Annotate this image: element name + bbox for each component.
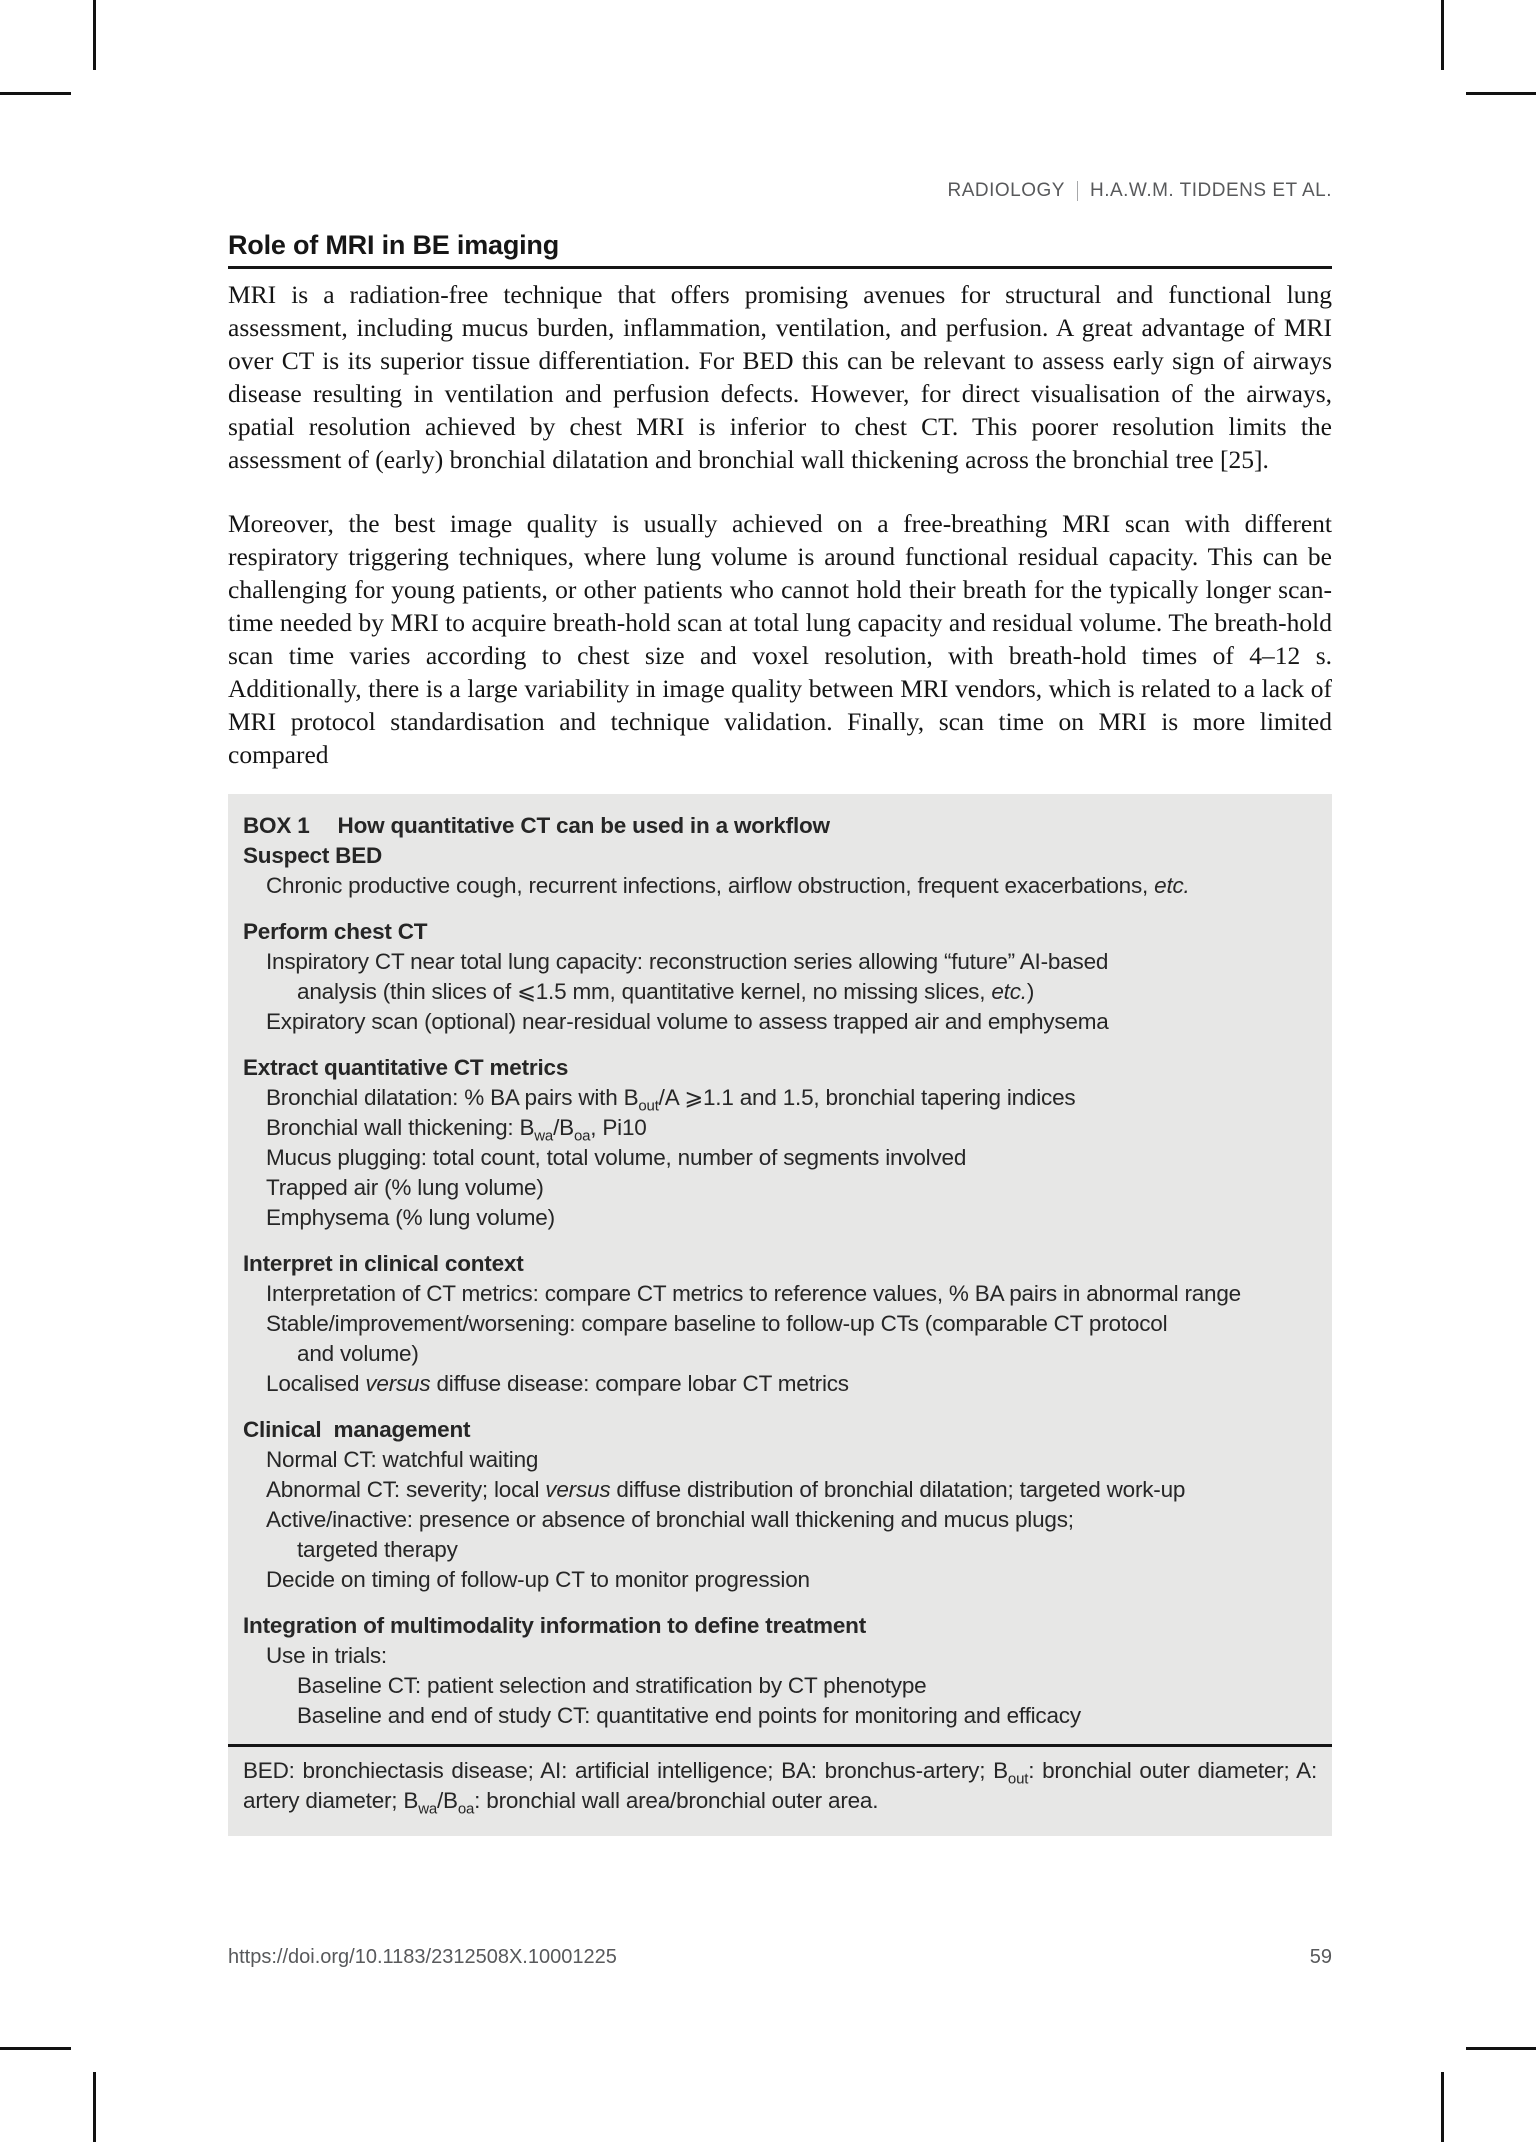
box-section-suspect-bed bbox=[243, 841, 1317, 901]
page-footer bbox=[228, 1946, 1332, 1969]
box-item: Stable/improvement/worsening: compare baseline to follow-up CTs (comparable CT protocol bbox=[266, 1311, 1168, 1336]
box-section-interpret-context bbox=[243, 1249, 1317, 1399]
crop-mark-top-right-vertical bbox=[1441, 0, 1444, 70]
box-1 bbox=[228, 794, 1332, 1836]
main-column bbox=[228, 229, 1332, 1836]
box-item-continuation: targeted therapy bbox=[297, 1537, 458, 1562]
box-item: Interpretation of CT metrics: compare CT metrics to reference values, % BA pairs in abnormal range bbox=[266, 1281, 1241, 1306]
box-item-continuation: Baseline CT: patient selection and stratification by CT phenotype bbox=[297, 1673, 927, 1698]
box-section-heading: Suspect BED bbox=[243, 843, 383, 868]
box-item: Inspiratory CT near total lung capacity: reconstruction series allowing “future” AI-based bbox=[266, 949, 1109, 974]
crop-mark-bottom-right-vertical bbox=[1441, 2072, 1444, 2142]
box-item-continuation: analysis (thin slices of ⩽1.5 mm, quantitative kernel, no missing slices, etc.) bbox=[297, 979, 1035, 1004]
crop-mark-bottom-left-vertical bbox=[93, 2072, 96, 2142]
footer-page-number: 59 bbox=[1309, 1946, 1332, 1968]
running-head-divider bbox=[1077, 181, 1078, 201]
crop-mark-bottom-right-horizontal bbox=[1466, 2047, 1536, 2050]
running-head bbox=[228, 180, 1332, 202]
running-head-journal: RADIOLOGY bbox=[947, 180, 1065, 201]
crop-mark-bottom-left-horizontal bbox=[0, 2047, 71, 2050]
crop-mark-top-left-vertical bbox=[93, 0, 96, 70]
footer-doi-link[interactable]: https://doi.org/10.1183/2312508X.10001225 bbox=[228, 1946, 617, 1968]
box-section-heading: Integration of multimodality information to define treatment bbox=[243, 1613, 867, 1638]
box-item: Chronic productive cough, recurrent infections, airflow obstruction, frequent exacerbations, etc. bbox=[266, 873, 1190, 898]
box-section-clinical-management bbox=[243, 1415, 1317, 1595]
box-section-heading: Clinical management bbox=[243, 1417, 471, 1442]
box-footnote-rule bbox=[228, 1744, 1332, 1747]
box-item: Bronchial dilatation: % BA pairs with $B_{out}/A$ ⩾1.1 and 1.5, bronchial tapering indices bbox=[266, 1085, 1076, 1115]
box-footnote: BED: bronchiectasis disease; AI: artificial intelligence; BA: bronchus-artery; $B_{out}$: bronchial outer diameter; A: artery diameter; $B_{wa}/B_{oa}$: bronchial wall area/bronchial outer area. bbox=[243, 1758, 1317, 1818]
box-item: Abnormal CT: severity; local versus diffuse distribution of bronchial dilatation; targeted work-up bbox=[266, 1477, 1186, 1502]
box-item: Localised versus diffuse disease: compare lobar CT metrics bbox=[266, 1371, 849, 1396]
box-title: How quantitative CT can be used in a workflow bbox=[337, 813, 830, 838]
crop-mark-top-right-horizontal bbox=[1466, 92, 1536, 95]
box-item: Bronchial wall thickening: $B_{wa}/B_{oa}$, Pi10 bbox=[266, 1115, 647, 1145]
box-section-heading: Perform chest CT bbox=[243, 919, 428, 944]
section-title-rule bbox=[228, 266, 1332, 269]
body-paragraph-2: Moreover, the best image quality is usually achieved on a free-breathing MRI scan with different respiratory triggering techniques, where lung volume is around functional residual capacity. This can be challenging for young patients, or other patients who cannot hold their breath for the typically longer scan-time needed by MRI to acquire breath-hold scan at total lung capacity and residual volume. The breath-hold scan time varies according to chest size and voxel resolution, with breath-hold times of 4–12 s. Additionally, there is a large variability in image quality between MRI vendors, which is related to a lack of MRI protocol standardisation and technique validation. Finally, scan time on MRI is more limited compared bbox=[228, 509, 1332, 769]
box-title-bar bbox=[243, 811, 1317, 841]
box-item: Active/inactive: presence or absence of bronchial wall thickening and mucus plugs; bbox=[266, 1507, 1074, 1532]
box-section-integration-multimodality bbox=[243, 1611, 1317, 1731]
body-paragraph-1: MRI is a radiation-free technique that offers promising avenues for structural and functional lung assessment, including mucus burden, inflammation, ventilation, and perfusion. A great advantage of MRI over CT is its superior tissue differentiation. For BED this can be relevant to assess early sign of airways disease resulting in ventilation and perfusion defects. However, for direct visualisation of the airways, spatial resolution achieved by chest MRI is inferior to chest CT. This poorer resolution limits the assessment of (early) bronchial dilatation and bronchial wall thickening across the bronchial tree [25]. bbox=[228, 280, 1332, 474]
box-item-continuation: Baseline and end of study CT: quantitative end points for monitoring and efficacy bbox=[297, 1703, 1081, 1728]
box-section-heading: Interpret in clinical context bbox=[243, 1251, 524, 1276]
box-item: Trapped air (% lung volume) bbox=[266, 1175, 544, 1200]
box-section-perform-chest-ct bbox=[243, 917, 1317, 1037]
box-item: Decide on timing of follow-up CT to monitor progression bbox=[266, 1567, 810, 1592]
box-item: Mucus plugging: total count, total volume, number of segments involved bbox=[266, 1145, 967, 1170]
box-item: Use in trials: bbox=[266, 1643, 387, 1668]
box-item-continuation: and volume) bbox=[297, 1341, 419, 1366]
box-item: Normal CT: watchful waiting bbox=[266, 1447, 539, 1472]
box-item: Emphysema (% lung volume) bbox=[266, 1205, 555, 1230]
box-section-extract-metrics bbox=[243, 1053, 1317, 1233]
crop-mark-top-left-horizontal bbox=[0, 92, 71, 95]
box-item: Expiratory scan (optional) near-residual volume to assess trapped air and emphysema bbox=[266, 1009, 1109, 1034]
running-head-authors: H.A.W.M. TIDDENS ET AL. bbox=[1089, 180, 1332, 201]
box-section-heading: Extract quantitative CT metrics bbox=[243, 1055, 569, 1080]
section-title: Role of MRI in BE imaging bbox=[228, 230, 559, 260]
box-label: BOX 1 bbox=[243, 813, 310, 838]
